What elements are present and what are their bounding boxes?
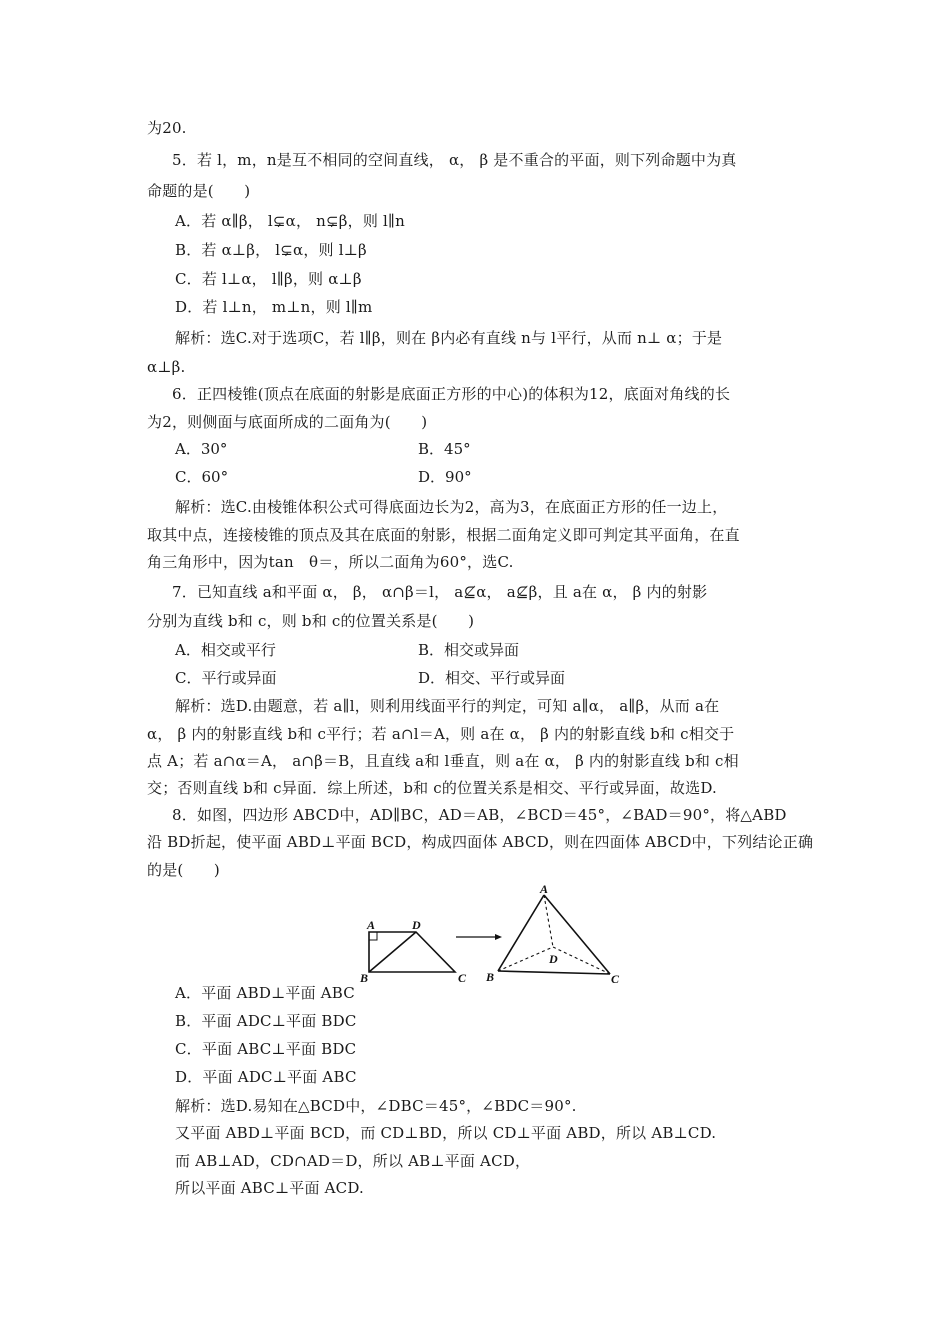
question-5-stem: 5．若 l，m，n是互不相同的空间直线， α， β 是不重合的平面，则下列命题中为真 xyxy=(172,151,737,169)
label-c-right: C xyxy=(611,972,620,986)
text-line: 为20. xyxy=(147,119,187,137)
question-6-option-d: D．90° xyxy=(418,468,472,486)
question-7-solution-cont: 交；否则直线 b和 c异面．综上所述，b和 c的位置关系是相交、平行或异面，故选D. xyxy=(147,779,717,797)
question-7-solution-cont: 点 A；若 a∩α＝A， a∩β＝B，且直线 a和 l垂直，则 a在 α， β 内的射影直线 b和 c相 xyxy=(147,752,739,770)
label-b-left: B xyxy=(360,971,369,985)
question-5-solution: 解析：选C.对于选项C，若 l∥β，则在 β内必有直线 n与 l平行，从而 n⊥ α；于是 xyxy=(175,329,723,347)
question-7-solution-cont: α， β 内的射影直线 b和 c平行；若 a∩l＝A，则 a在 α， β 内的射影直线 b和 c相交于 xyxy=(147,725,735,743)
label-b-right: B xyxy=(486,970,495,984)
question-8-solution-cont: 而 AB⊥AD，CD∩AD＝D，所以 AB⊥平面 ACD， xyxy=(175,1152,531,1170)
question-5-option-c: C．若 l⊥α， l∥β，则 α⊥β xyxy=(175,270,362,288)
label-d-left: D xyxy=(412,918,421,932)
question-7-option-b: B．相交或异面 xyxy=(418,641,520,659)
question-6-option-a: A．30° xyxy=(175,440,228,458)
figure-folding-diagram xyxy=(355,882,630,987)
question-7-option-a: A．相交或平行 xyxy=(175,641,276,659)
question-6-option-c: C．60° xyxy=(175,468,229,486)
label-a-left: A xyxy=(367,918,376,932)
question-5-option-b: B．若 α⊥β， l⊊α，则 l⊥β xyxy=(175,241,367,259)
question-7-solution: 解析：选D.由题意，若 a∥l，则利用线面平行的判定，可知 a∥α， a∥β，从而 a在 xyxy=(175,697,720,715)
question-5-stem-cont: 命题的是( ) xyxy=(147,182,251,200)
question-8-option-b: B．平面 ADC⊥平面 BDC xyxy=(175,1012,357,1030)
label-a-right: A xyxy=(540,882,549,896)
question-6-stem-cont: 为2，则侧面与底面所成的二面角为( ) xyxy=(147,413,428,431)
question-7-option-c: C．平行或异面 xyxy=(175,669,277,687)
question-8-solution-cont: 所以平面 ABC⊥平面 ACD. xyxy=(175,1179,365,1197)
question-8-stem-cont: 沿 BD折起，使平面 ABD⊥平面 BCD，构成四面体 ABCD，则在四面体 ABCD中，下列结论正确 xyxy=(147,833,814,851)
question-7-stem-cont: 分别为直线 b和 c，则 b和 c的位置关系是( ) xyxy=(147,612,475,630)
label-c-left: C xyxy=(458,971,467,985)
question-8-solution-cont: 又平面 ABD⊥平面 BCD，而 CD⊥BD，所以 CD⊥平面 ABD，所以 AB⊥CD. xyxy=(175,1124,717,1142)
question-8-option-d: D．平面 ADC⊥平面 ABC xyxy=(175,1068,357,1086)
question-7-option-d: D．相交、平行或异面 xyxy=(418,669,566,687)
question-6-solution-cont: 角三角形中，因为tan θ＝，所以二面角为60°，选C. xyxy=(147,553,514,571)
question-6-solution-cont: 取其中点，连接棱锥的顶点及其在底面的射影，根据二面角定义即可判定其平面角，在直 xyxy=(147,526,740,544)
question-8-stem: 8．如图，四边形 ABCD中，AD∥BC，AD＝AB，∠BCD＝45°，∠BAD＝90°，将△ABD xyxy=(172,806,787,824)
question-5-option-a: A．若 α∥β， l⊊α， n⊊β，则 l∥n xyxy=(175,212,406,230)
question-5-option-d: D．若 l⊥n， m⊥n，则 l∥m xyxy=(175,298,373,316)
question-7-stem: 7．已知直线 a和平面 α， β， α∩β＝l， a⊈α， a⊈β，且 a在 α， β 内的射影 xyxy=(172,583,708,601)
question-6-stem: 6．正四棱锥(顶点在底面的射影是底面正方形的中心)的体积为12，底面对角线的长 xyxy=(172,385,731,403)
arrow-icon xyxy=(456,934,502,940)
question-8-solution: 解析：选D.易知在△BCD中，∠DBC＝45°，∠BDC＝90°. xyxy=(175,1097,577,1115)
question-8-option-c: C．平面 ABC⊥平面 BDC xyxy=(175,1040,357,1058)
question-5-solution-cont: α⊥β. xyxy=(147,358,186,376)
label-d-right: D xyxy=(549,952,558,966)
question-8-stem-cont: 的是( ) xyxy=(147,861,220,879)
question-8-option-a: A．平面 ABD⊥平面 ABC xyxy=(175,984,355,1002)
figure-quadrilateral xyxy=(369,932,455,972)
question-6-option-b: B．45° xyxy=(418,440,471,458)
question-6-solution: 解析：选C.由棱锥体积公式可得底面边长为2，高为3，在底面正方形的任一边上， xyxy=(175,498,728,516)
